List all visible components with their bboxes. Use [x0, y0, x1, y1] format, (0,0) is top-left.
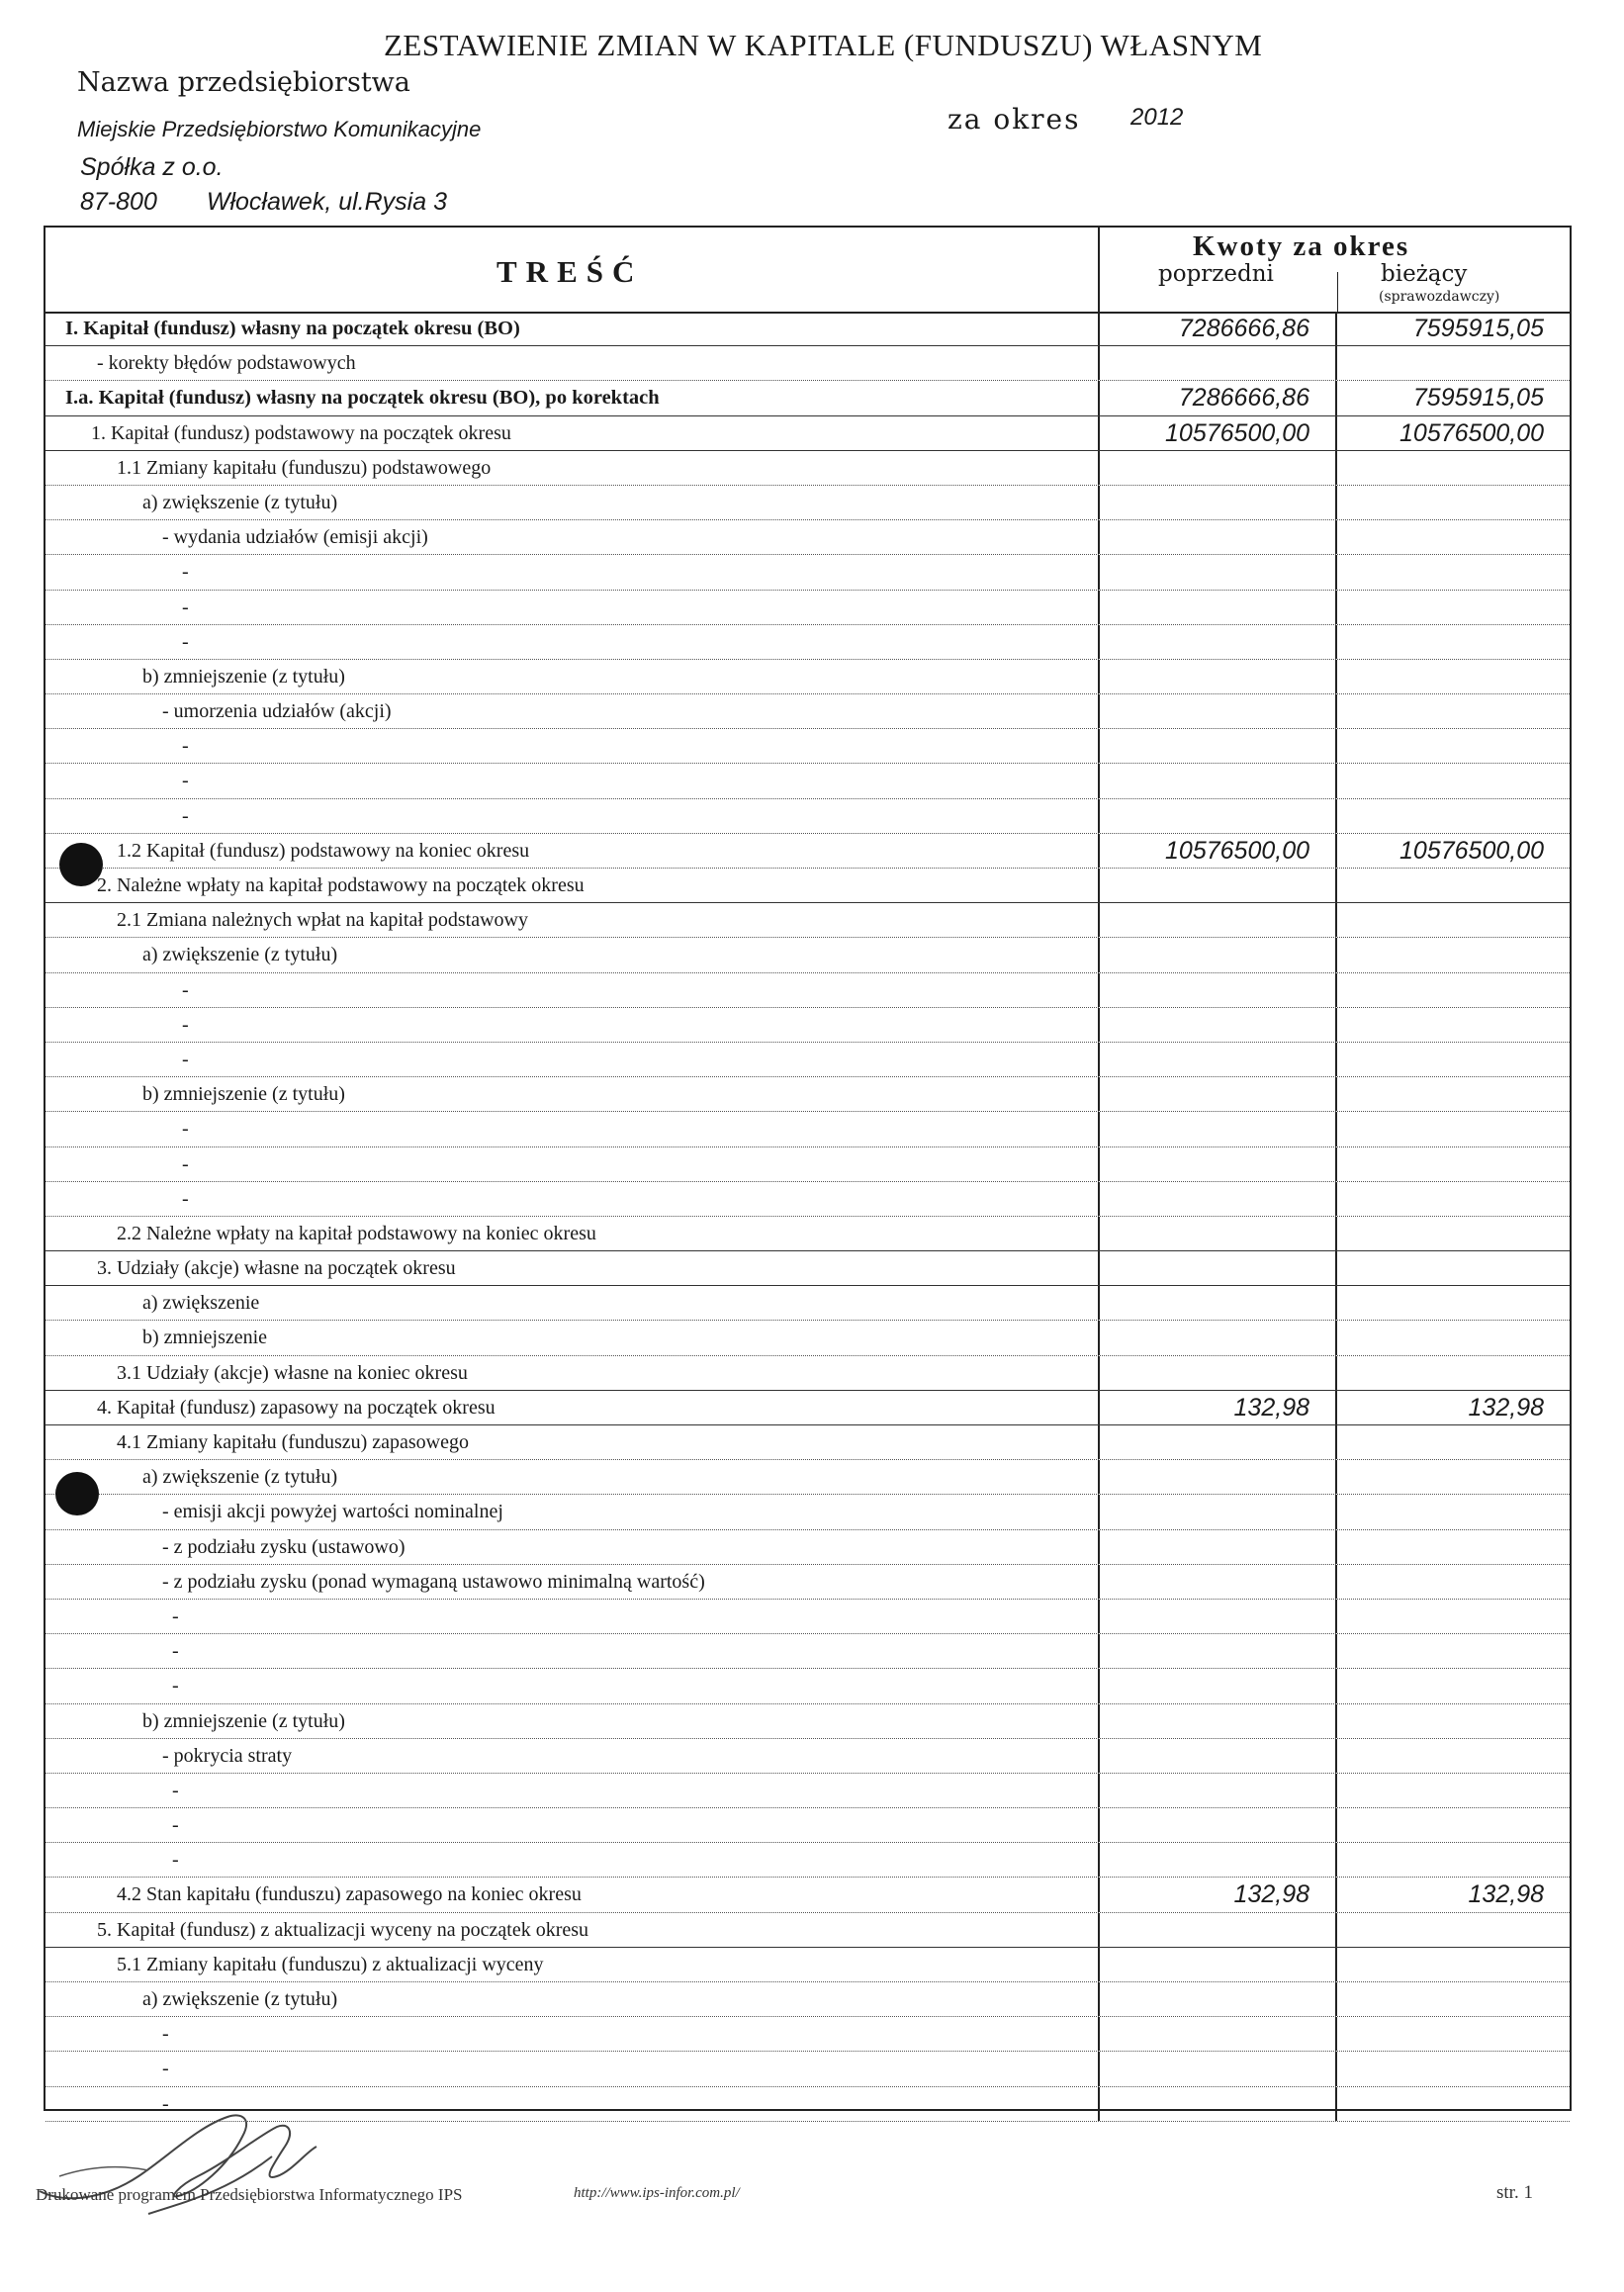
row-description: - z podziału zysku (ustawowo) [162, 1535, 406, 1558]
table-row [45, 625, 1570, 660]
row-current-amount [1335, 1634, 1572, 1668]
row-description: b) zmniejszenie (z tytułu) [142, 665, 345, 688]
row-current-amount [1335, 1043, 1572, 1076]
row-previous-amount [1098, 1217, 1335, 1250]
table-row [45, 799, 1570, 834]
row-current-amount [1335, 694, 1572, 728]
row-previous-amount [1098, 869, 1335, 902]
city-address: Włocławek, ul.Rysia 3 [206, 188, 447, 216]
row-previous-amount [1098, 694, 1335, 728]
row-current-amount: 7595915,05 [1335, 381, 1572, 414]
company-address [80, 188, 447, 217]
row-previous-amount [1098, 1739, 1335, 1773]
row-current-amount [1335, 660, 1572, 693]
table-row [45, 1182, 1570, 1217]
table-row [45, 1669, 1570, 1703]
row-current-amount [1335, 903, 1572, 937]
row-description: - [182, 804, 189, 827]
table-row [45, 764, 1570, 798]
row-previous-amount [1098, 1948, 1335, 1981]
header-current-sublabel: (sprawozdawczy) [1379, 289, 1500, 305]
row-current-amount [1335, 2087, 1572, 2121]
row-current-amount [1335, 1286, 1572, 1320]
table-row [45, 555, 1570, 590]
table-row [45, 2052, 1570, 2086]
row-previous-amount [1098, 660, 1335, 693]
row-previous-amount: 10576500,00 [1098, 416, 1335, 450]
table-row [45, 729, 1570, 764]
row-description: - [182, 1013, 189, 1036]
row-previous-amount [1098, 1982, 1335, 2016]
row-current-amount [1335, 451, 1572, 485]
header-separator [1098, 228, 1100, 312]
table-row [45, 1808, 1570, 1843]
table-row [45, 1425, 1570, 1460]
row-description: - [172, 1779, 179, 1801]
table-row [45, 938, 1570, 972]
equity-changes-table [44, 226, 1572, 2115]
row-description: - [172, 1849, 179, 1872]
table-row [45, 1112, 1570, 1146]
row-previous-amount [1098, 486, 1335, 519]
row-description: b) zmniejszenie [142, 1327, 268, 1349]
row-current-amount [1335, 938, 1572, 971]
table-row [45, 1043, 1570, 1077]
row-previous-amount [1098, 625, 1335, 659]
row-description: - [182, 1187, 189, 1210]
row-current-amount [1335, 1217, 1572, 1250]
table-row [45, 1948, 1570, 1982]
row-current-amount [1335, 2052, 1572, 2085]
row-previous-amount: 7286666,86 [1098, 381, 1335, 414]
row-current-amount [1335, 1530, 1572, 1564]
row-previous-amount [1098, 1669, 1335, 1702]
header-column-divider [1337, 272, 1338, 312]
header-amounts-label: Kwoty za okres [1193, 230, 1410, 262]
row-previous-amount [1098, 1913, 1335, 1947]
row-previous-amount [1098, 1112, 1335, 1146]
punch-hole-mark [59, 843, 103, 886]
period-label: za okres [947, 103, 1081, 136]
row-previous-amount [1098, 1460, 1335, 1494]
row-current-amount [1335, 729, 1572, 763]
row-previous-amount [1098, 903, 1335, 937]
row-previous-amount [1098, 555, 1335, 589]
row-description: I. Kapitał (fundusz) własny na początek okresu (BO) [65, 318, 520, 339]
row-description: - [182, 978, 189, 1001]
row-current-amount [1335, 1321, 1572, 1354]
row-description: 5. Kapitał (fundusz) z aktualizacji wyceny na początek okresu [97, 1918, 589, 1941]
row-current-amount [1335, 1774, 1572, 1807]
table-header [45, 228, 1570, 314]
row-description: - korekty błędów podstawowych [97, 352, 356, 375]
row-current-amount [1335, 486, 1572, 519]
row-previous-amount [1098, 729, 1335, 763]
row-description: - [172, 1604, 179, 1627]
row-current-amount [1335, 1356, 1572, 1390]
row-description: - umorzenia udziałów (akcji) [162, 700, 392, 723]
table-row [45, 1634, 1570, 1669]
row-previous-amount [1098, 1043, 1335, 1076]
document-title: ZESTAWIENIE ZMIAN W KAPITALE (FUNDUSZU) WŁASNYM [384, 28, 1263, 62]
row-current-amount [1335, 799, 1572, 833]
row-current-amount [1335, 1112, 1572, 1146]
table-row [45, 1600, 1570, 1634]
row-description: - [172, 1814, 179, 1837]
row-current-amount [1335, 1739, 1572, 1773]
row-current-amount: 7595915,05 [1335, 312, 1572, 345]
row-description: 1. Kapitał (fundusz) podstawowy na początek okresu [91, 421, 511, 444]
row-previous-amount [1098, 1843, 1335, 1877]
row-current-amount [1335, 555, 1572, 589]
row-previous-amount [1098, 1425, 1335, 1459]
row-previous-amount [1098, 938, 1335, 971]
row-previous-amount [1098, 1600, 1335, 1633]
row-description: - [172, 1675, 179, 1697]
row-current-amount [1335, 869, 1572, 902]
row-current-amount [1335, 2017, 1572, 2051]
table-row [45, 486, 1570, 520]
punch-hole-mark [55, 1472, 99, 1515]
row-description: a) zwiększenie (z tytułu) [142, 944, 338, 966]
row-description: 1.2 Kapitał (fundusz) podstawowy na koniec okresu [117, 839, 530, 862]
row-description: - emisji akcji powyżej wartości nominalnej [162, 1501, 503, 1523]
footer-printed-by: Drukowane programem Przedsiębiorstwa Informatycznego IPS [36, 2185, 463, 2204]
row-description: b) zmniejszenie (z tytułu) [142, 1709, 345, 1732]
table-row [45, 1982, 1570, 2017]
row-current-amount [1335, 520, 1572, 554]
row-previous-amount [1098, 1808, 1335, 1842]
row-previous-amount [1098, 764, 1335, 797]
table-row [45, 1774, 1570, 1808]
table-row [45, 1391, 1570, 1425]
row-previous-amount [1098, 1286, 1335, 1320]
table-row [45, 451, 1570, 486]
row-current-amount [1335, 1077, 1572, 1111]
row-previous-amount [1098, 2087, 1335, 2121]
row-previous-amount [1098, 1530, 1335, 1564]
table-row [45, 1356, 1570, 1391]
table-row [45, 1147, 1570, 1182]
row-current-amount [1335, 973, 1572, 1007]
row-current-amount [1335, 1843, 1572, 1877]
row-description: 3. Udziały (akcje) własne na początek okresu [97, 1257, 456, 1280]
row-current-amount [1335, 1425, 1572, 1459]
table-row [45, 520, 1570, 555]
table-row [45, 869, 1570, 903]
footer-url: http://www.ips-infor.com.pl/ [574, 2185, 740, 2201]
table-row [45, 1704, 1570, 1739]
table-row [45, 903, 1570, 938]
row-description: 5.1 Zmiany kapitału (funduszu) z aktualizacji wyceny [117, 1953, 544, 1975]
row-previous-amount [1098, 1008, 1335, 1042]
row-previous-amount [1098, 1704, 1335, 1738]
header-current-label: bieżący [1381, 261, 1468, 287]
row-current-amount [1335, 1565, 1572, 1599]
row-current-amount: 10576500,00 [1335, 416, 1572, 450]
row-description: a) zwiększenie (z tytułu) [142, 1466, 338, 1489]
table-row [45, 312, 1570, 346]
row-current-amount [1335, 1913, 1572, 1947]
table-row [45, 1878, 1570, 1912]
table-row [45, 1495, 1570, 1529]
row-description: - [162, 2023, 169, 2046]
row-description: 4.2 Stan kapitału (funduszu) zapasowego na koniec okresu [117, 1883, 582, 1906]
row-current-amount [1335, 1182, 1572, 1216]
row-previous-amount [1098, 1077, 1335, 1111]
row-description: a) zwiększenie [142, 1292, 260, 1315]
row-previous-amount [1098, 1565, 1335, 1599]
footer-page-number: str. 1 [1496, 2182, 1533, 2203]
row-description: 2.1 Zmiana należnych wpłat na kapitał podstawowy [117, 909, 528, 932]
table-row [45, 381, 1570, 415]
row-previous-amount [1098, 1251, 1335, 1285]
table-row [45, 1286, 1570, 1321]
row-current-amount [1335, 1460, 1572, 1494]
company-name-line-1: Miejskie Przedsiębiorstwo Komunikacyjne [77, 117, 482, 141]
row-previous-amount [1098, 1634, 1335, 1668]
row-previous-amount [1098, 591, 1335, 624]
row-description: 2. Należne wpłaty na kapitał podstawowy na początek okresu [97, 874, 585, 896]
row-previous-amount: 132,98 [1098, 1391, 1335, 1424]
table-row [45, 973, 1570, 1008]
row-current-amount [1335, 1704, 1572, 1738]
row-description: - [182, 630, 189, 653]
row-current-amount: 10576500,00 [1335, 834, 1572, 868]
table-row [45, 694, 1570, 729]
row-description: - z podziału zysku (ponad wymaganą ustawowo minimalną wartość) [162, 1570, 705, 1593]
row-description: - [182, 1152, 189, 1175]
row-current-amount [1335, 591, 1572, 624]
row-previous-amount [1098, 1774, 1335, 1807]
row-current-amount: 132,98 [1335, 1878, 1572, 1911]
row-previous-amount: 10576500,00 [1098, 834, 1335, 868]
row-description: I.a. Kapitał (fundusz) własny na początek okresu (BO), po korektach [65, 387, 660, 410]
row-previous-amount [1098, 973, 1335, 1007]
table-row [45, 1077, 1570, 1112]
row-description: - pokrycia straty [162, 1744, 293, 1767]
row-previous-amount [1098, 1182, 1335, 1216]
row-previous-amount [1098, 1356, 1335, 1390]
table-row [45, 1460, 1570, 1495]
table-row [45, 834, 1570, 869]
row-description: - [162, 2092, 169, 2115]
row-current-amount [1335, 1948, 1572, 1981]
header-content-label: TREŚĆ [496, 254, 644, 289]
row-current-amount [1335, 1495, 1572, 1528]
row-description: - [162, 2058, 169, 2080]
row-previous-amount [1098, 1147, 1335, 1181]
row-description: - [182, 1118, 189, 1141]
table-row [45, 1321, 1570, 1355]
table-row [45, 416, 1570, 451]
row-description: - [182, 735, 189, 758]
row-previous-amount: 132,98 [1098, 1878, 1335, 1911]
company-label: Nazwa przedsiębiorstwa [77, 67, 410, 98]
table-row [45, 1251, 1570, 1286]
company-name-line-2: Spółka z o.o. [80, 153, 224, 181]
table-row [45, 1008, 1570, 1043]
row-current-amount [1335, 764, 1572, 797]
row-description: 4.1 Zmiany kapitału (funduszu) zapasowego [117, 1431, 470, 1453]
row-description: - [182, 770, 189, 792]
row-description: 4. Kapitał (fundusz) zapasowy na początek okresu [97, 1396, 496, 1419]
table-row [45, 1217, 1570, 1251]
row-previous-amount: 7286666,86 [1098, 312, 1335, 345]
table-row [45, 1565, 1570, 1600]
row-description: b) zmniejszenie (z tytułu) [142, 1083, 345, 1106]
row-description: - [182, 596, 189, 618]
row-current-amount [1335, 1982, 1572, 2016]
table-row [45, 1739, 1570, 1774]
table-row [45, 591, 1570, 625]
row-description: - [182, 1048, 189, 1070]
row-current-amount [1335, 625, 1572, 659]
row-current-amount: 132,98 [1335, 1391, 1572, 1424]
table-body [45, 312, 1570, 2122]
row-current-amount [1335, 1600, 1572, 1633]
row-previous-amount [1098, 1321, 1335, 1354]
row-current-amount [1335, 1808, 1572, 1842]
row-description: - wydania udziałów (emisji akcji) [162, 526, 428, 549]
row-description: 1.1 Zmiany kapitału (funduszu) podstawowego [117, 456, 492, 479]
row-description: - [172, 1640, 179, 1663]
table-row [45, 2017, 1570, 2052]
row-current-amount [1335, 1008, 1572, 1042]
row-current-amount [1335, 1147, 1572, 1181]
row-description: a) zwiększenie (z tytułu) [142, 491, 338, 513]
table-row [45, 1530, 1570, 1565]
row-description: 2.2 Należne wpłaty na kapitał podstawowy na koniec okresu [117, 1222, 596, 1244]
row-previous-amount [1098, 451, 1335, 485]
table-row [45, 1843, 1570, 1878]
row-previous-amount [1098, 2017, 1335, 2051]
row-current-amount [1335, 1251, 1572, 1285]
table-row [45, 346, 1570, 381]
row-previous-amount [1098, 520, 1335, 554]
row-previous-amount [1098, 1495, 1335, 1528]
postal-code: 87-800 [80, 188, 157, 216]
row-previous-amount [1098, 2052, 1335, 2085]
row-description: 3.1 Udziały (akcje) własne na koniec okresu [117, 1361, 468, 1384]
row-previous-amount [1098, 799, 1335, 833]
row-description: a) zwiększenie (z tytułu) [142, 1988, 338, 2010]
table-row [45, 1913, 1570, 1948]
row-previous-amount [1098, 346, 1335, 380]
row-current-amount [1335, 346, 1572, 380]
row-current-amount [1335, 1669, 1572, 1702]
row-description: - [182, 561, 189, 584]
period-value: 2012 [1130, 104, 1184, 131]
table-row [45, 660, 1570, 694]
header-previous-label: poprzedni [1158, 261, 1274, 287]
